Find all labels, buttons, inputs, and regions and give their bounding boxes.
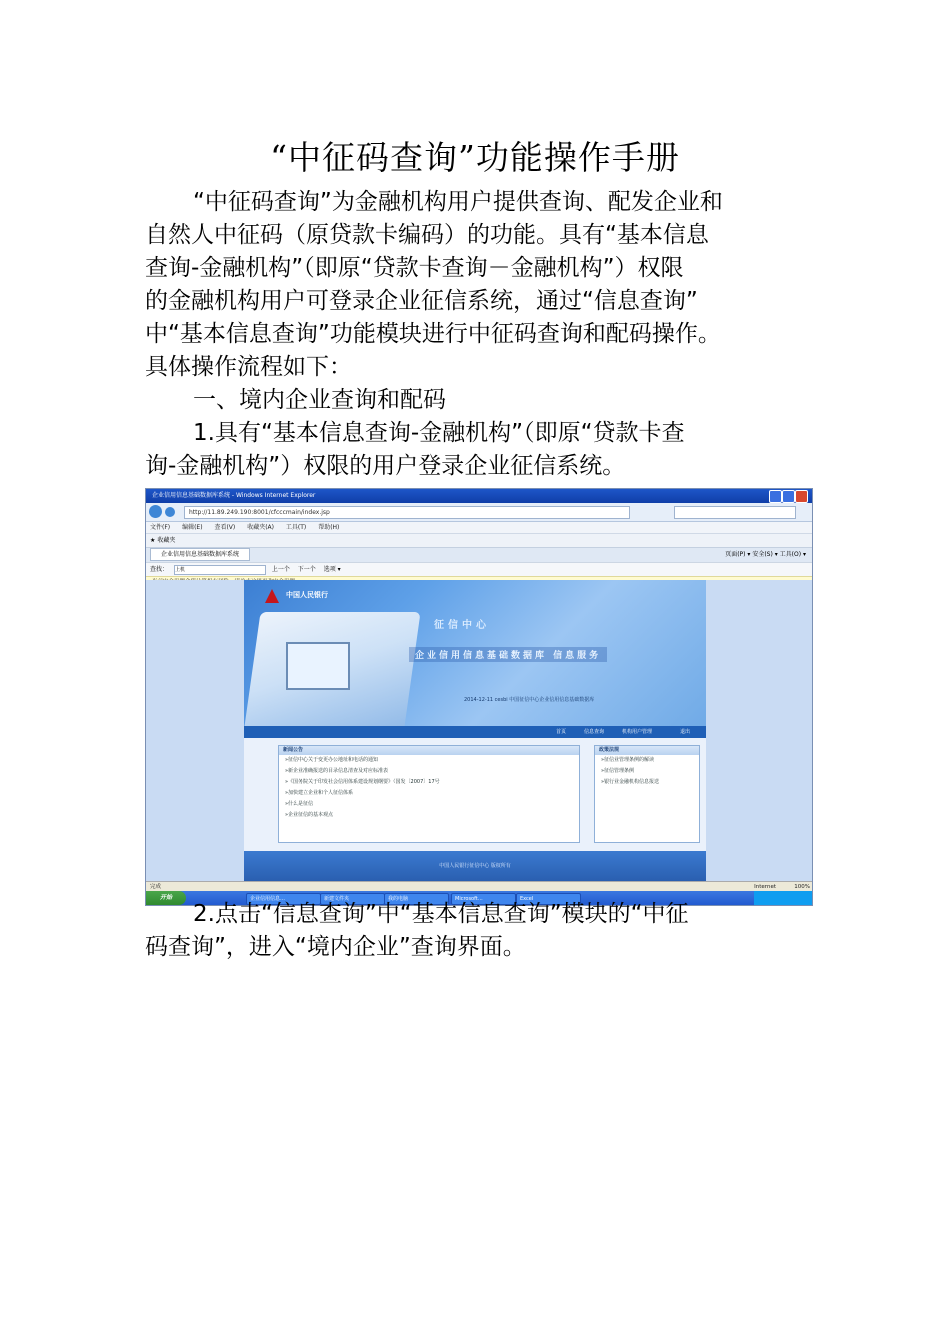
news-panel: [278, 745, 580, 843]
step2-line: 码查询”，进入“境内企业”查询界面。: [145, 934, 526, 960]
login-info: 2014-12-11 cesbi 中国征信中心企业信用信息基础数据库: [464, 697, 595, 703]
menu-bar: [146, 522, 812, 533]
site-footer: 中国人民银行征信中心 版权所有: [244, 851, 706, 881]
find-input[interactable]: 上机: [174, 565, 266, 575]
intro-paragraph: [145, 186, 825, 483]
news-item[interactable]: »征信中心关于变更办公地址和电话的通知: [285, 757, 379, 763]
site-banner: [244, 580, 706, 738]
tab-current[interactable]: 企业信用信息基础数据库系统: [150, 548, 250, 561]
zoom-level[interactable]: 100%: [794, 884, 810, 890]
laptop-screen: [286, 642, 350, 690]
find-prev-button[interactable]: 上一个: [271, 566, 290, 573]
center-title: 征信中心: [434, 620, 490, 631]
status-text: 完成: [150, 884, 162, 890]
menu-view[interactable]: 查看(V): [214, 524, 236, 531]
policy-panel: [594, 745, 700, 843]
minimize-icon[interactable]: [769, 490, 782, 503]
favorites-bar: [146, 533, 812, 547]
menu-edit[interactable]: 编辑(E): [182, 524, 203, 531]
news-item[interactable]: »《国务院关于印发社会信用体系建设规划纲要》（国发〔2007〕17号: [285, 779, 440, 785]
site-container: [244, 580, 706, 881]
url-input[interactable]: http://11.89.249.190:8001/cfcccmain/index.jsp: [184, 506, 630, 519]
find-label: 查找：: [150, 566, 169, 573]
nav-home[interactable]: 首页: [556, 729, 567, 735]
find-next-button[interactable]: 下一个: [297, 566, 316, 573]
policy-title: 政策法规: [595, 746, 699, 755]
system-title: 企业信用信息基础数据库 信息服务: [409, 647, 607, 662]
tab-bar: [146, 547, 812, 562]
news-item[interactable]: »加快建立企业和个人征信体系: [285, 790, 354, 796]
command-bar[interactable]: 页面(P) ▾ 安全(S) ▾ 工具(O) ▾: [725, 551, 806, 558]
menu-help[interactable]: 帮助(H): [318, 524, 340, 531]
close-icon[interactable]: [795, 490, 808, 503]
menu-tools[interactable]: 工具(T): [285, 524, 307, 531]
security-zone: Internet: [754, 884, 776, 890]
browser-title: 企业信用信息基础数据库系统 - Windows Internet Explorer: [152, 492, 316, 499]
web-page: [146, 580, 812, 881]
intro-line: 查询-金融机构”（即原“贷款卡查询－金融机构”）权限: [145, 255, 684, 281]
nav-user-admin[interactable]: 机构用户管理: [622, 729, 653, 735]
taskbar-item[interactable]: 新建文件夹: [320, 893, 385, 905]
taskbar-item[interactable]: Microsoft…: [451, 893, 516, 905]
intro-line: 中“基本信息查询”功能模块进行中征码查询和配码操作。: [145, 321, 721, 347]
browser-title-bar: [146, 489, 812, 503]
section-heading: 一、境内企业查询和配码: [193, 387, 446, 413]
intro-line: 的金融机构用户可登录企业征信系统，通过“信息查询”: [145, 288, 698, 314]
star-icon[interactable]: ★: [150, 537, 156, 544]
step1-line: 1.具有“基本信息查询-金融机构”（即原“贷款卡查: [193, 420, 685, 446]
policy-item[interactable]: »银行业金融机构信息报送: [601, 779, 660, 785]
bank-logo-text: 中国人民银行: [286, 591, 328, 599]
address-bar: [146, 503, 812, 522]
start-button[interactable]: 开始: [146, 891, 186, 905]
policy-item[interactable]: »征信业管理条例的解读: [601, 757, 655, 763]
policy-item[interactable]: »征信管理条例: [601, 768, 635, 774]
taskbar-item[interactable]: 我的电脑: [384, 893, 449, 905]
embedded-screenshot: [145, 488, 813, 906]
intro-line: 具体操作流程如下：: [145, 354, 352, 380]
maximize-icon[interactable]: [782, 490, 795, 503]
taskbar-item[interactable]: Excel: [516, 893, 581, 905]
nav-logout[interactable]: 退出: [680, 729, 691, 735]
step2-paragraph: [145, 898, 825, 964]
intro-line: “中征码查询”为金融机构用户提供查询、配发企业和: [193, 189, 723, 215]
find-bar: [146, 562, 812, 576]
news-item[interactable]: »新企业准确报送的目录信息清查及对应标准表: [285, 768, 389, 774]
menu-file[interactable]: 文件(F): [150, 524, 171, 531]
favorites-button[interactable]: 收藏夹: [157, 537, 176, 544]
pboc-logo-icon: [264, 588, 280, 604]
back-icon[interactable]: [149, 505, 162, 518]
forward-icon[interactable]: [165, 507, 175, 517]
news-title: 新闻公告: [279, 746, 579, 755]
step2-line: 2.点击“信息查询”中“基本信息查询”模块的“中征: [193, 901, 689, 927]
news-item[interactable]: »企业征信的基本观点: [285, 812, 334, 818]
search-input[interactable]: [674, 506, 796, 519]
menu-favorites[interactable]: 收藏夹(A): [247, 524, 274, 531]
news-item[interactable]: »什么是征信: [285, 801, 314, 807]
step1-line: 询-金融机构”）权限的用户登录企业征信系统。: [145, 453, 626, 479]
document-title: “中征码查询”功能操作手册: [270, 138, 680, 177]
find-options-button[interactable]: 选项 ▾: [323, 566, 341, 573]
nav-info-query[interactable]: 信息查询: [584, 729, 605, 735]
intro-line: 自然人中征码（原贷款卡编码）的功能。具有“基本信息: [145, 222, 709, 248]
taskbar-item[interactable]: 企业信用信息…: [246, 893, 321, 905]
site-nav: [244, 726, 706, 738]
